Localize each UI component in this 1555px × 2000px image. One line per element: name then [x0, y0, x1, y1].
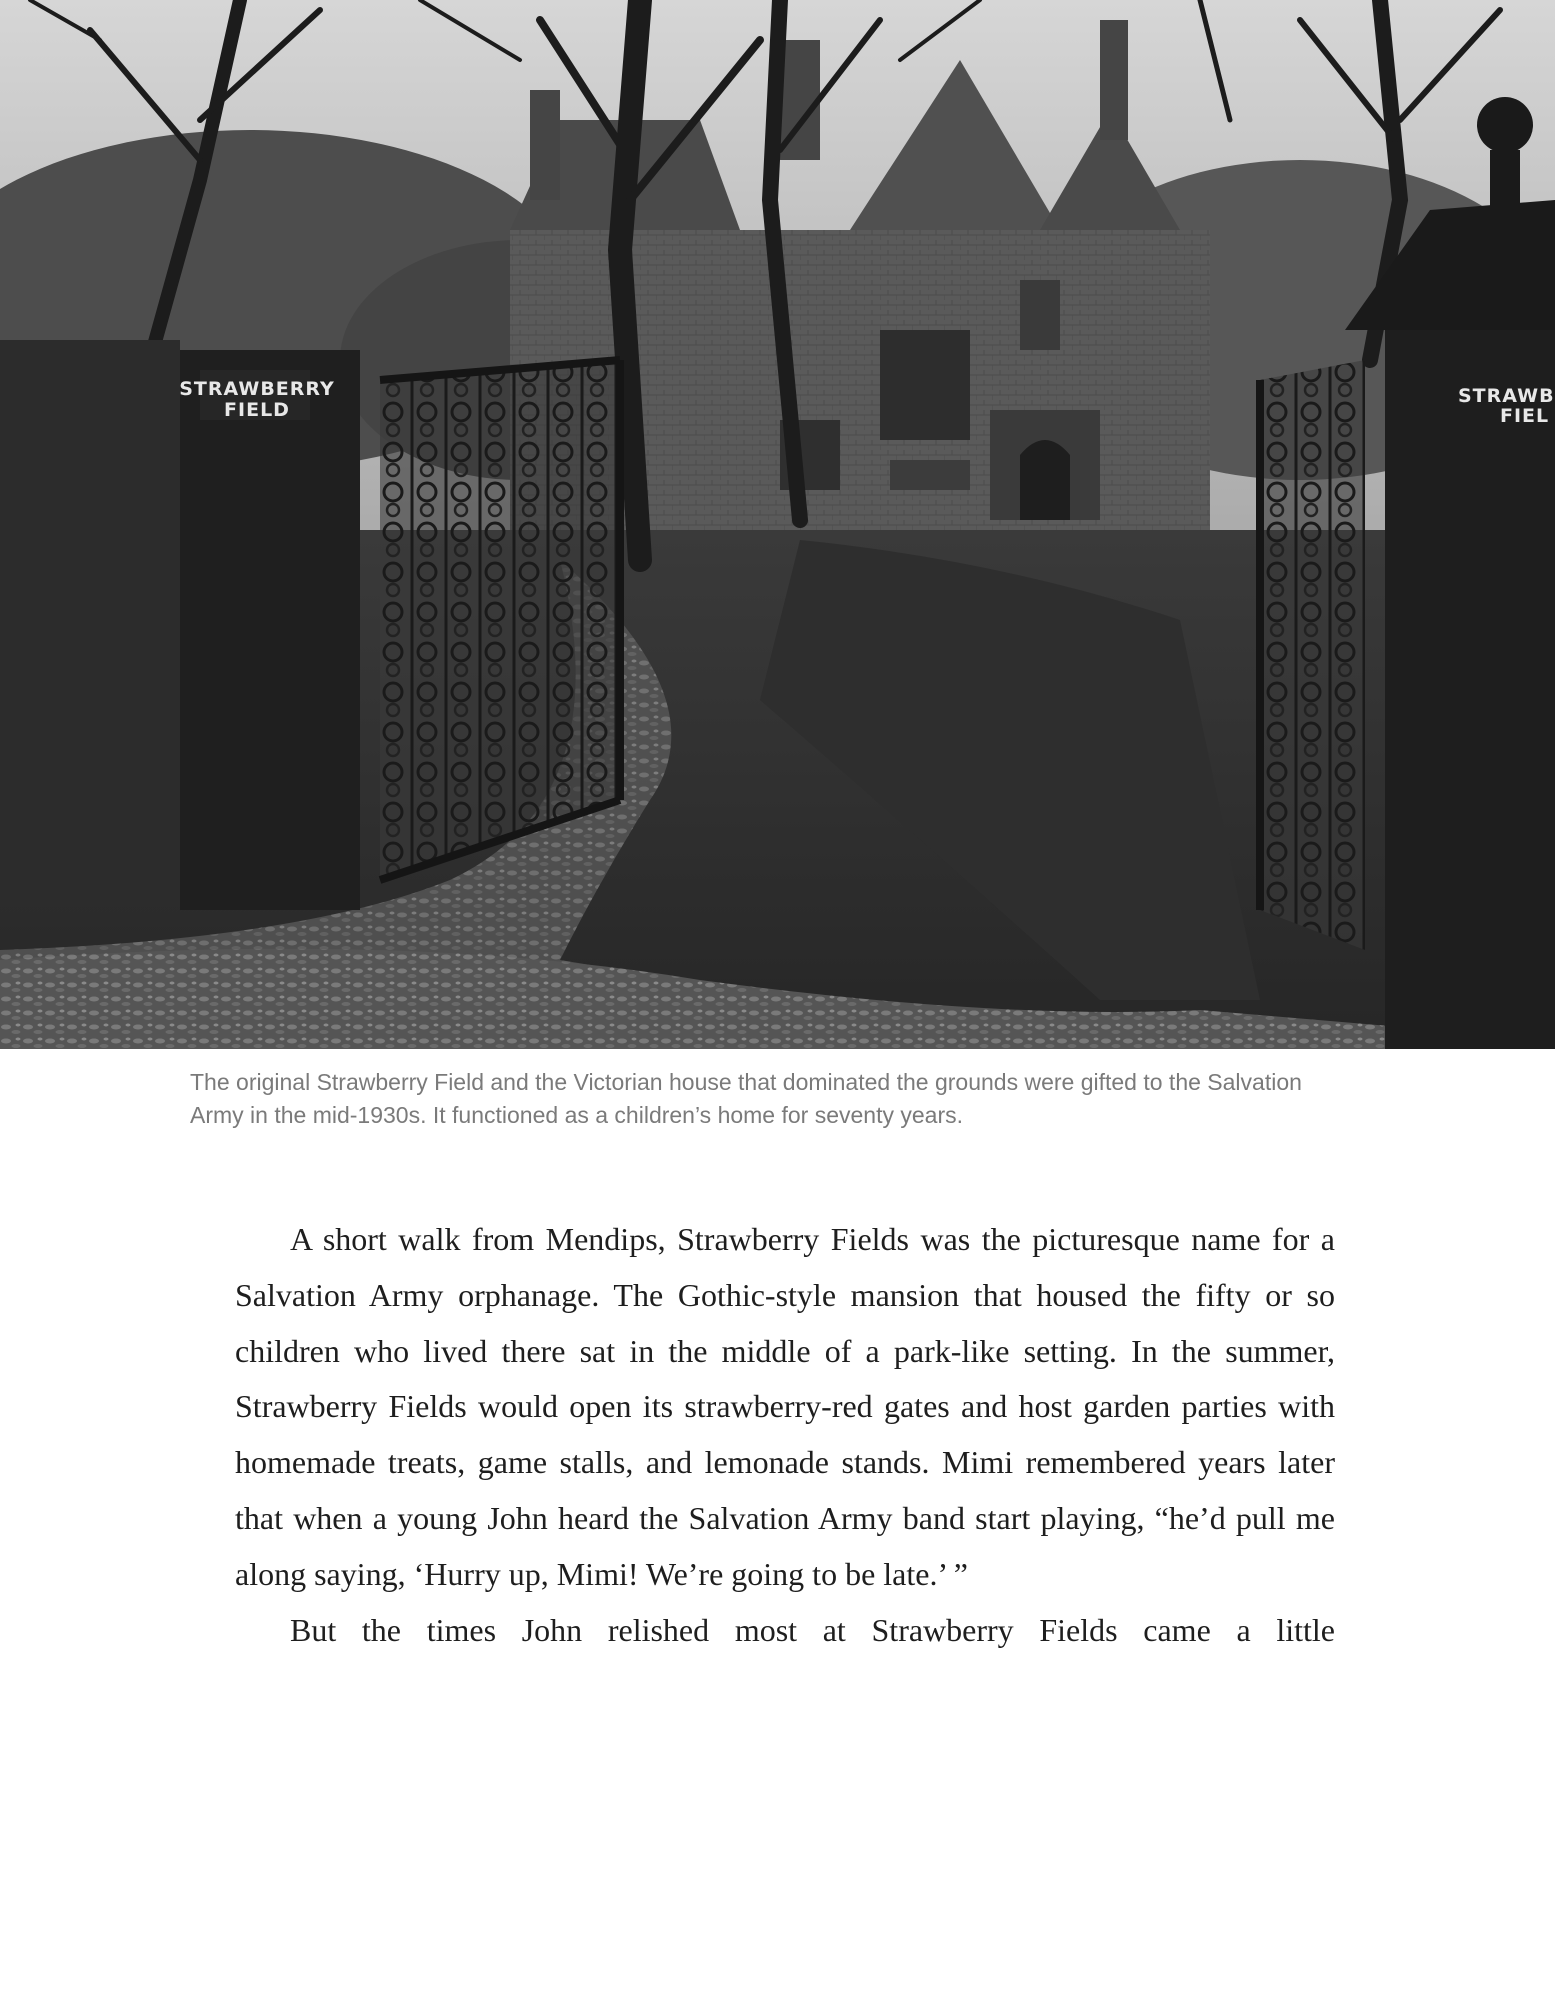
- left-gate-pillar: [180, 350, 360, 910]
- paragraph-1: A short walk from Mendips, Strawberry Fields was the picturesque name for a Salvation Army orphanage. The Gothic-style mansion that housed the fifty or so children who lived there sat in the middle of a park-like setting. In the summer, Strawberry Fields would open its strawberry-red gates and host garden parties with homemade treats, game stalls, and lemonade stands. Mimi remembered years later that when a young John heard the Salvation Army band start playing, “he’d pull me along saying, ‘Hurry up, Mimi! We’re going to be late.’ ”: [235, 1221, 1335, 1592]
- photo-caption: [190, 1066, 1340, 1132]
- right-iron-gate: [1260, 360, 1365, 950]
- body-text: [235, 1212, 1335, 1658]
- sign-left-line1: STRAWBERRY: [179, 378, 335, 400]
- sign-left-line2: FIELD: [224, 399, 290, 421]
- left-iron-gate: [380, 360, 620, 880]
- paragraph-2: But the times John relished most at Strawberry Fields came a little: [290, 1611, 1335, 1648]
- sign-right-line1: STRAWB: [1458, 385, 1555, 407]
- sign-right-line2: FIEL: [1500, 405, 1550, 427]
- caption-text: The original Strawberry Field and the Victorian house that dominated the grounds were gifted to the Salvation Army in the mid-1930s. It functioned as a children’s home for seventy years.: [190, 1069, 1302, 1128]
